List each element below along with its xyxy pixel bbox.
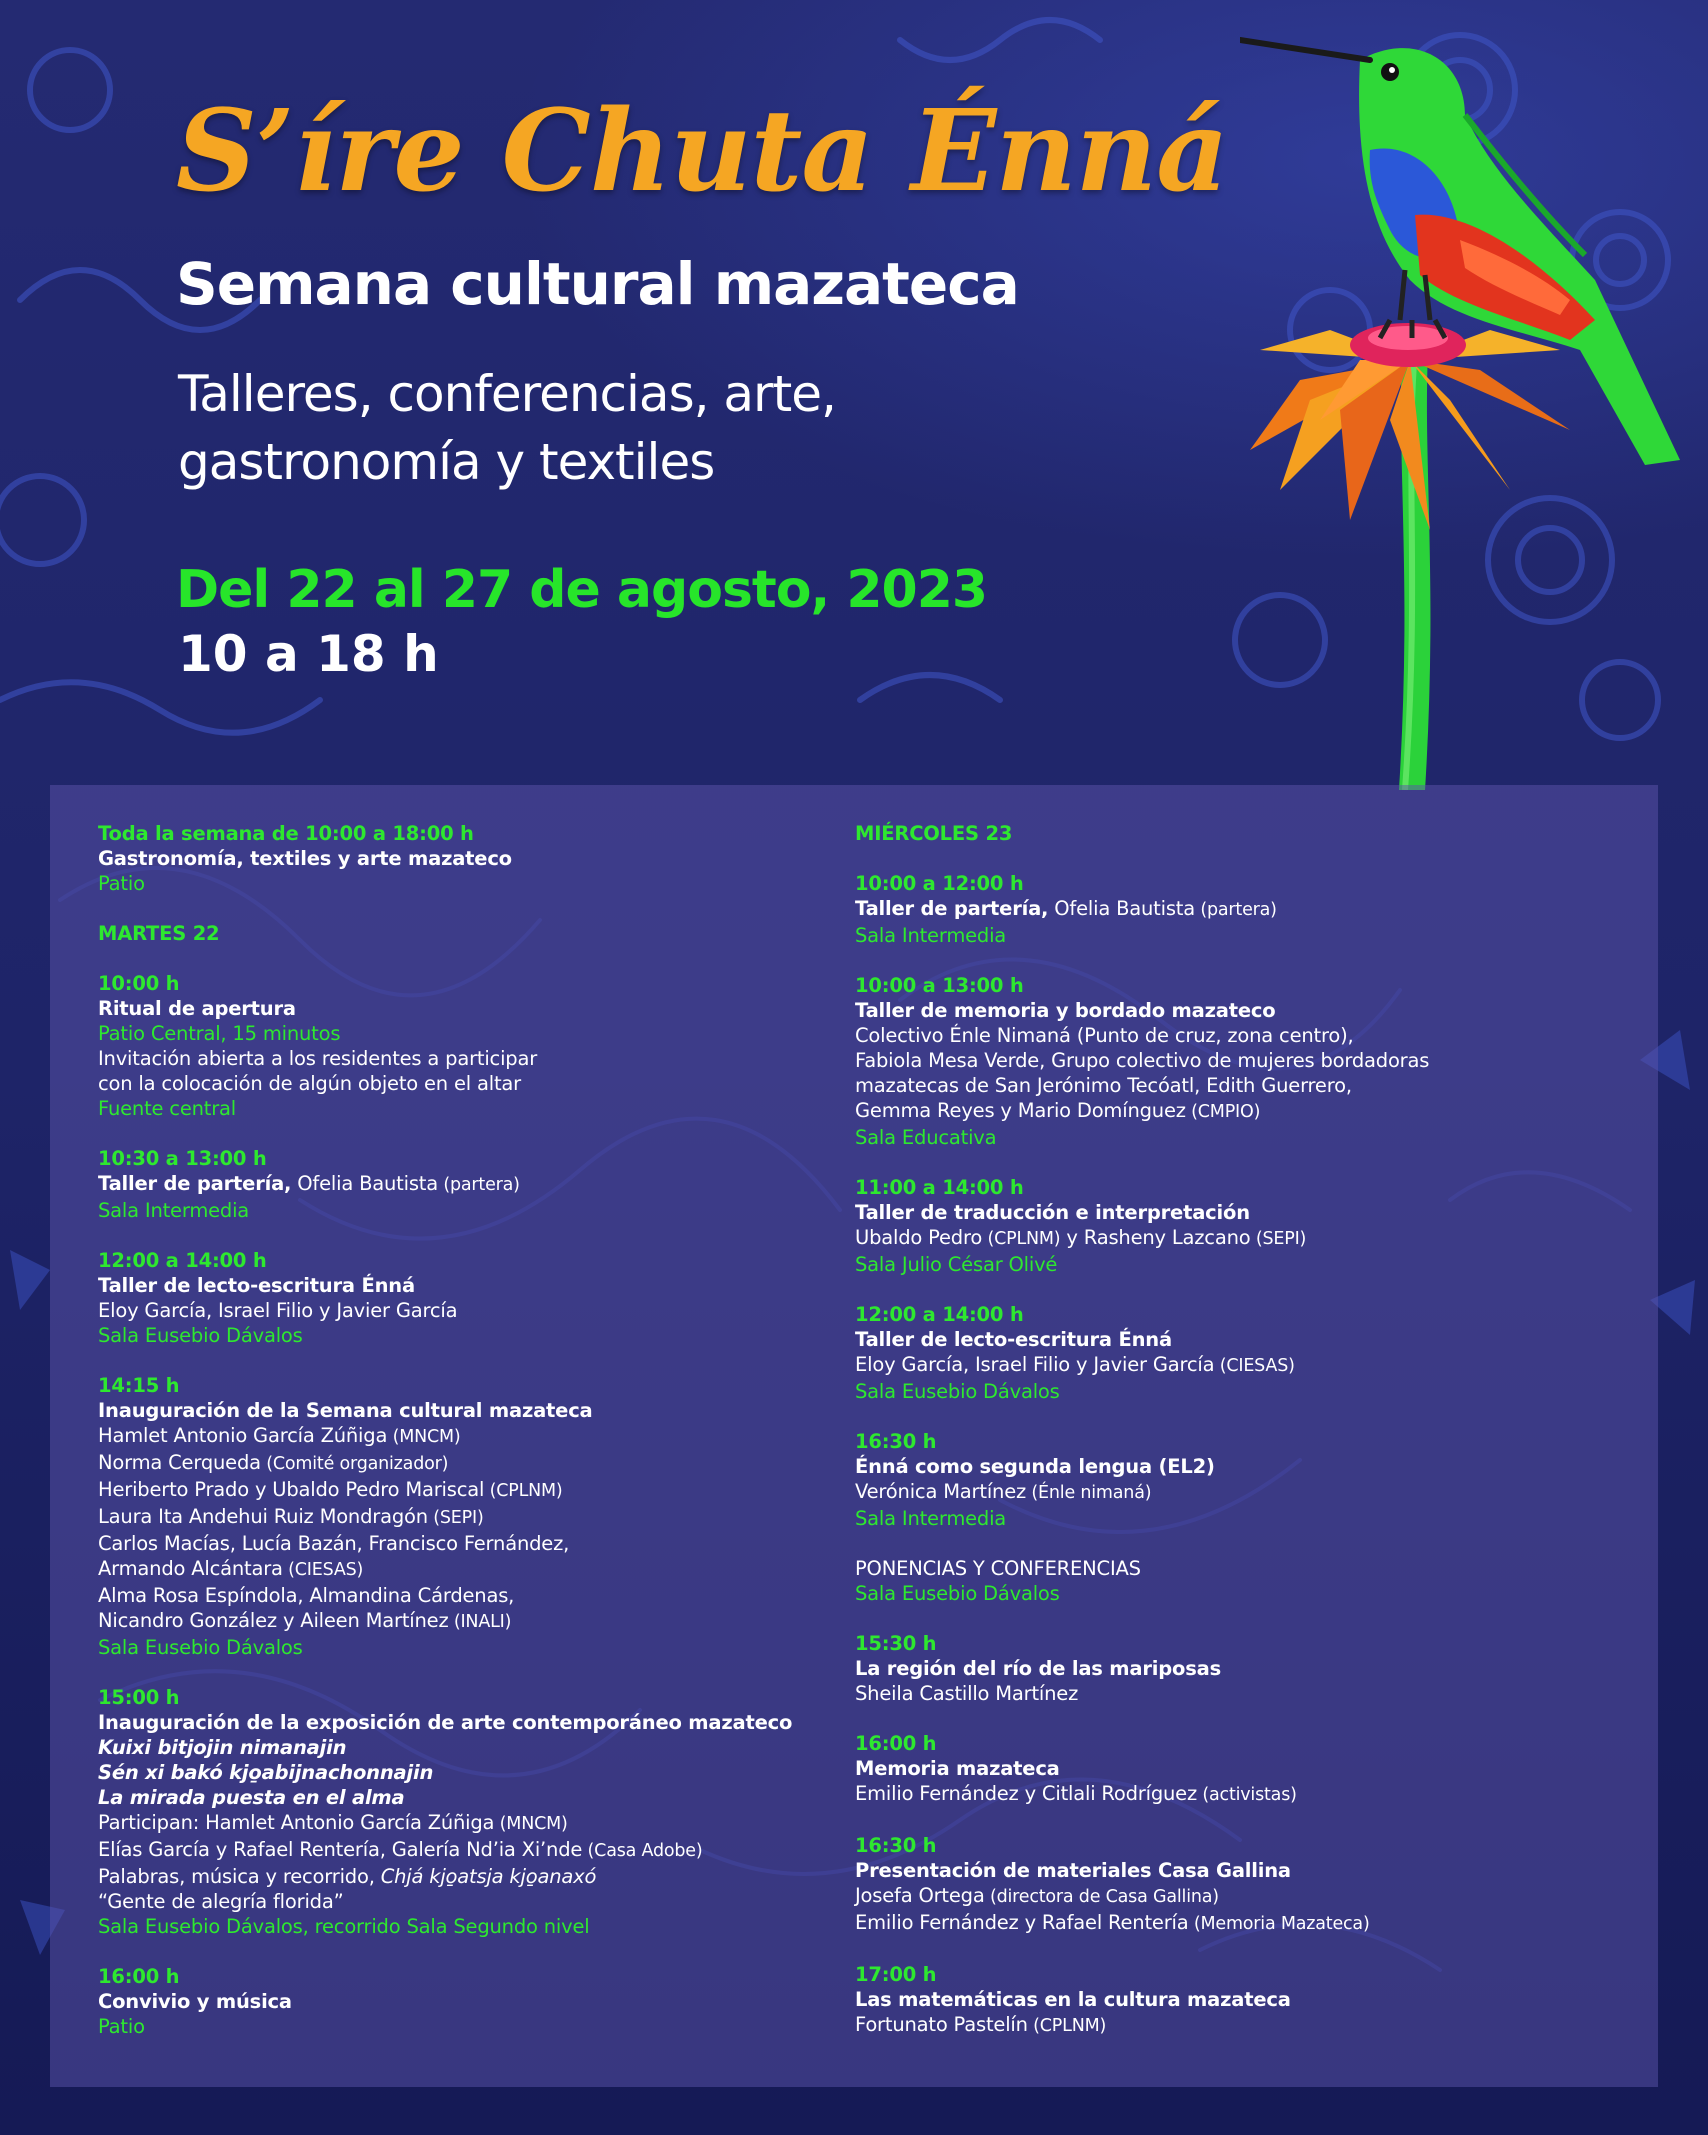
event-block	[855, 1731, 1625, 1808]
person-org: (MNCM)	[387, 1427, 461, 1447]
person-org: (Casa Adobe)	[582, 1841, 703, 1861]
event-description	[178, 360, 978, 496]
event-time: 12:00 a 14:00 h	[98, 1249, 267, 1272]
event-place: Sala Eusebio Dávalos	[98, 1636, 303, 1659]
event-time: 10:00 a 13:00 h	[855, 974, 1024, 997]
event-place: Sala Eusebio Dávalos	[98, 1324, 303, 1347]
event-title: S’íre Chuta Énná	[176, 86, 1228, 217]
event-place: Sala Educativa	[855, 1126, 997, 1149]
event-people	[855, 1479, 1625, 1506]
event-title: Inauguración de la exposición de arte contemporáneo mazateco	[98, 1711, 793, 1734]
event-title: Taller de lecto-escritura Énná	[98, 1274, 415, 1297]
event-description: con la colocación de algún objeto en el altar	[98, 1072, 521, 1095]
event-people: Eloy García, Israel Filio y Javier García	[98, 1299, 458, 1322]
program-panel	[50, 785, 1658, 2087]
event-block	[98, 1685, 858, 1939]
event-time: 16:00 h	[98, 1965, 180, 1988]
person-org: (activistas)	[1197, 1785, 1297, 1805]
event-block	[98, 971, 858, 1121]
section-title: PONENCIAS Y CONFERENCIAS	[855, 1557, 1141, 1580]
event-title-line	[98, 1171, 858, 1198]
event-time: 10:00 h	[98, 972, 180, 995]
event-title: Convivio y música	[98, 1990, 292, 2013]
person-name: Ubaldo Pedro	[855, 1226, 983, 1249]
person-org: (CIESAS)	[282, 1560, 364, 1580]
event-description: “Gente de alegría florida”	[98, 1890, 344, 1913]
description-italic: Chjá kjo̱atsja kjo̱anaxó	[380, 1865, 597, 1888]
person-name: Verónica Martínez	[855, 1480, 1027, 1503]
event-people: Carlos Macías, Lucía Bazán, Francisco Fernández,	[98, 1532, 570, 1555]
person-org: (CMPIO)	[1185, 1102, 1261, 1122]
event-place: Patio	[98, 2015, 145, 2038]
description-text: Palabras, música y recorrido,	[98, 1865, 381, 1888]
event-people	[98, 1556, 858, 1583]
person-org: (MNCM)	[494, 1814, 568, 1834]
event-hours: 10 a 18 h	[178, 625, 439, 683]
event-people	[855, 2012, 1625, 2039]
event-dates: Del 22 al 27 de agosto, 2023	[176, 560, 988, 620]
event-time: 12:00 a 14:00 h	[855, 1303, 1024, 1326]
program-column-right	[855, 821, 1625, 2064]
event-title: Taller de memoria y bordado mazateco	[855, 999, 1276, 1022]
event-time: 10:30 a 13:00 h	[98, 1147, 267, 1170]
exhibition-title: La mirada puesta en el alma	[98, 1786, 405, 1809]
event-block	[98, 1146, 858, 1223]
person-org: (INALI)	[448, 1612, 512, 1632]
exhibition-title: Sén xi bakó kjo̱abijnachonnajin	[98, 1761, 434, 1784]
event-people	[98, 1608, 858, 1635]
hummingbird-on-flower-illustration	[1240, 20, 1680, 790]
event-block	[98, 1373, 858, 1660]
event-place: Sala Eusebio Dávalos	[855, 1380, 1060, 1403]
event-people	[855, 1910, 1625, 1937]
event-block	[98, 1964, 858, 2039]
event-block	[855, 1962, 1625, 2039]
person-org: (SEPI)	[427, 1508, 484, 1528]
person-name: Josefa Ortega	[855, 1884, 985, 1907]
person-name: Eloy García, Israel Filio y Javier García	[855, 1353, 1215, 1376]
person-name: Norma Cerqueda	[98, 1451, 261, 1474]
day-heading	[98, 921, 858, 946]
event-speaker: Ofelia Bautista	[291, 1172, 438, 1195]
allweek-block	[98, 821, 858, 896]
event-people: Alma Rosa Espíndola, Almandina Cárdenas,	[98, 1584, 515, 1607]
person-name: Laura Ita Andehui Ruiz Mondragón	[98, 1505, 428, 1528]
person-org: (CIESAS)	[1214, 1356, 1295, 1376]
event-title: Énná como segunda lengua (EL2)	[855, 1455, 1215, 1478]
person-name: Armando Alcántara	[98, 1557, 283, 1580]
event-block	[855, 1175, 1625, 1277]
event-place: Sala Eusebio Dávalos, recorrido Sala Segundo nivel	[98, 1915, 590, 1938]
event-people	[855, 1352, 1625, 1379]
event-speaker: Ofelia Bautista	[1048, 897, 1195, 920]
participants: Participan: Hamlet Antonio García Zúñiga	[98, 1811, 495, 1834]
event-people	[855, 1098, 1625, 1125]
event-title: Presentación de materiales Casa Gallina	[855, 1859, 1291, 1882]
event-time: 16:00 h	[855, 1732, 937, 1755]
event-people	[855, 1225, 1625, 1252]
event-people: Sheila Castillo Martínez	[855, 1682, 1079, 1705]
event-place: Sala Intermedia	[855, 924, 1007, 947]
event-people	[98, 1810, 858, 1837]
event-title: Taller de lecto-escritura Énná	[855, 1328, 1172, 1351]
event-time: 17:00 h	[855, 1963, 937, 1986]
person-name: Emilio Fernández y Rafael Rentería	[855, 1911, 1189, 1934]
person-org: (directora de Casa Gallina)	[984, 1887, 1219, 1907]
event-title: Taller de traducción e interpretación	[855, 1201, 1250, 1224]
event-people: Colectivo Énle Nimaná (Punto de cruz, zona centro),	[855, 1024, 1354, 1047]
section-heading	[855, 1556, 1625, 1606]
event-title: Taller de partería,	[855, 897, 1049, 920]
description-line: Talleres, conferencias, arte,	[178, 365, 836, 423]
person-org: (Memoria Mazateca)	[1188, 1914, 1370, 1934]
event-people	[98, 1450, 858, 1477]
event-place: Sala Eusebio Dávalos	[855, 1582, 1060, 1605]
event-title: Inauguración de la Semana cultural mazateca	[98, 1399, 593, 1422]
event-description	[98, 1864, 858, 1889]
person-name: Fortunato Pastelín	[855, 2013, 1028, 2036]
event-block	[98, 1248, 858, 1348]
day-heading	[855, 821, 1625, 846]
description-line: gastronomía y textiles	[178, 433, 715, 491]
event-title: Taller de partería,	[98, 1172, 292, 1195]
event-note: (partera)	[1194, 900, 1277, 920]
event-title: Ritual de apertura	[98, 997, 296, 1020]
event-block	[855, 1429, 1625, 1531]
event-place: Sala Intermedia	[855, 1507, 1007, 1530]
person-name: y Rasheny Lazcano	[1060, 1226, 1251, 1249]
event-block	[855, 1631, 1625, 1706]
event-title-line	[855, 896, 1625, 923]
event-block	[855, 973, 1625, 1150]
person-name: Heriberto Prado y Ubaldo Pedro Mariscal	[98, 1478, 485, 1501]
event-time: Toda la semana de 10:00 a 18:00 h	[98, 822, 474, 845]
event-people	[98, 1423, 858, 1450]
event-time: 14:15 h	[98, 1374, 180, 1397]
person-name: Hamlet Antonio García Zúñiga	[98, 1424, 388, 1447]
person-name: Emilio Fernández y Citlali Rodríguez	[855, 1782, 1198, 1805]
event-block	[855, 1302, 1625, 1404]
event-time: 10:00 a 12:00 h	[855, 872, 1024, 895]
person-name: Elías García y Rafael Rentería, Galería Nd’ia Xi’nde	[98, 1838, 583, 1861]
day-label: MARTES 22	[98, 922, 220, 945]
event-description: Invitación abierta a los residentes a participar	[98, 1047, 538, 1070]
person-org: (Énle nimaná)	[1026, 1483, 1152, 1503]
event-title: Gastronomía, textiles y arte mazateco	[98, 847, 512, 870]
event-time: 16:30 h	[855, 1834, 937, 1857]
event-place: Sala Intermedia	[98, 1199, 250, 1222]
person-name: Nicandro González y Aileen Martínez	[98, 1609, 449, 1632]
person-org: (Comité organizador)	[260, 1454, 449, 1474]
event-people	[855, 1883, 1625, 1910]
event-place: Patio Central, 15 minutos	[98, 1022, 341, 1045]
event-time: 11:00 a 14:00 h	[855, 1176, 1024, 1199]
event-time: 15:00 h	[98, 1686, 180, 1709]
event-place: Sala Julio César Olivé	[855, 1253, 1058, 1276]
program-column-left	[98, 821, 858, 2064]
event-people	[98, 1837, 858, 1864]
day-label: MIÉRCOLES 23	[855, 822, 1013, 845]
event-title: Las matemáticas en la cultura mazateca	[855, 1988, 1291, 2011]
event-note: (partera)	[437, 1175, 520, 1195]
event-block	[855, 871, 1625, 948]
event-block	[855, 1833, 1625, 1937]
person-org: (CPLNM)	[1027, 2016, 1107, 2036]
event-subtitle: Semana cultural mazateca	[176, 250, 1019, 318]
event-people	[855, 1781, 1625, 1808]
event-title: Memoria mazateca	[855, 1757, 1060, 1780]
event-people	[98, 1477, 858, 1504]
event-people	[98, 1504, 858, 1531]
person-org: (SEPI)	[1250, 1229, 1307, 1249]
event-title: La región del río de las mariposas	[855, 1657, 1221, 1680]
person-org: (CPLNM)	[484, 1481, 563, 1501]
event-place: Fuente central	[98, 1097, 237, 1120]
event-time: 15:30 h	[855, 1632, 937, 1655]
person-name: Gemma Reyes y Mario Domínguez	[855, 1099, 1186, 1122]
event-place: Patio	[98, 872, 145, 895]
person-org: (CPLNM)	[982, 1229, 1061, 1249]
event-time: 16:30 h	[855, 1430, 937, 1453]
event-people: mazatecas de San Jerónimo Tecóatl, Edith Guerrero,	[855, 1074, 1352, 1097]
exhibition-title: Kuixi bitjojin nimanajin	[98, 1736, 347, 1759]
event-people: Fabiola Mesa Verde, Grupo colectivo de mujeres bordadoras	[855, 1049, 1430, 1072]
